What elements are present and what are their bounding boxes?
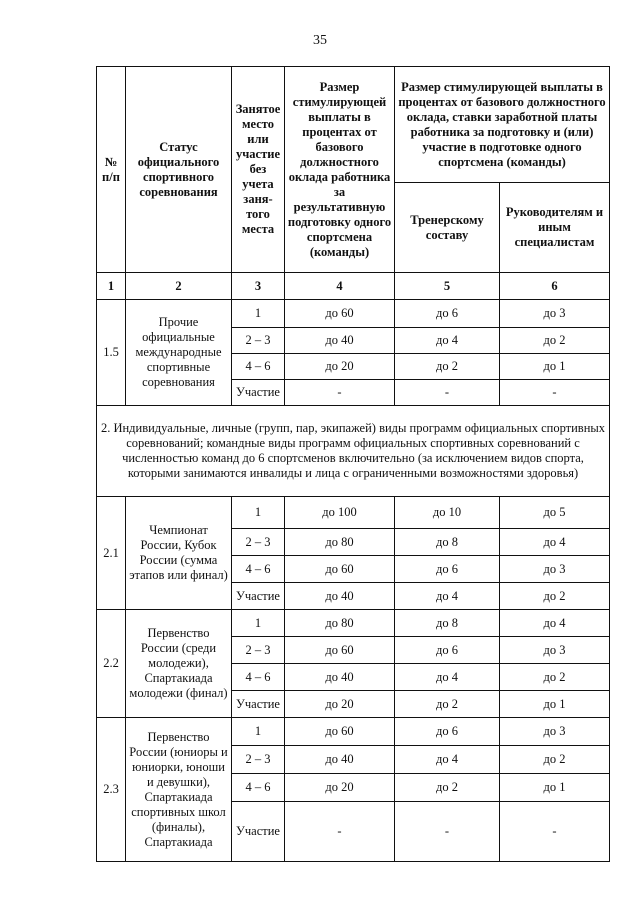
- manager-payment-cell: до 4: [500, 529, 610, 556]
- coach-payment-cell: до 2: [395, 691, 500, 718]
- result-payment-cell: до 60: [285, 718, 395, 746]
- result-payment-cell: до 60: [285, 637, 395, 664]
- column-number: 6: [500, 273, 610, 300]
- place-cell: Участие: [232, 583, 285, 610]
- coach-payment-cell: -: [395, 802, 500, 862]
- manager-payment-cell: до 2: [500, 583, 610, 610]
- coach-payment-cell: до 10: [395, 497, 500, 529]
- place-cell: 1: [232, 300, 285, 328]
- column-number: 1: [97, 273, 126, 300]
- coach-payment-cell: до 6: [395, 637, 500, 664]
- result-payment-cell: до 40: [285, 328, 395, 354]
- manager-payment-cell: -: [500, 802, 610, 862]
- row-number: 2.2: [97, 610, 126, 718]
- result-payment-cell: до 40: [285, 583, 395, 610]
- place-cell: 1: [232, 610, 285, 637]
- coach-payment-cell: до 6: [395, 300, 500, 328]
- competition-status: Прочие официальные международные спортивные соревнования: [126, 300, 232, 406]
- table-row: [97, 300, 610, 328]
- place-cell: 4 – 6: [232, 354, 285, 380]
- coach-payment-cell: до 4: [395, 328, 500, 354]
- place-cell: Участие: [232, 802, 285, 862]
- header-coaches: Тренерскому составу: [395, 183, 500, 273]
- column-number: 3: [232, 273, 285, 300]
- coach-payment-cell: до 8: [395, 610, 500, 637]
- result-payment-cell: до 40: [285, 746, 395, 774]
- competition-status: Первенство России (среди молодежи), Спартакиада молодежи (финал): [126, 610, 232, 718]
- section-2-heading: 2. Индивидуальные, личные (групп, пар, экипажей) виды программ официальных спортивных соревнований; командные виды программ официальных спортивных соревнований с численностью команд до 6 спортсменов включительно (за исключением видов спорта, которыми занимаются инвалиды и лица с ограниченными возможностями здоровья): [97, 406, 610, 497]
- manager-payment-cell: до 5: [500, 497, 610, 529]
- table-row: [97, 497, 610, 529]
- manager-payment-cell: до 2: [500, 664, 610, 691]
- page-number: 35: [313, 33, 327, 48]
- result-payment-cell: до 20: [285, 774, 395, 802]
- result-payment-cell: -: [285, 802, 395, 862]
- table-row: [97, 610, 610, 637]
- manager-payment-cell: до 1: [500, 691, 610, 718]
- row-number: 1.5: [97, 300, 126, 406]
- result-payment-cell: до 80: [285, 610, 395, 637]
- header-number: № п/п: [97, 67, 126, 273]
- coach-payment-cell: до 8: [395, 529, 500, 556]
- result-payment-cell: -: [285, 380, 395, 406]
- result-payment-cell: до 20: [285, 354, 395, 380]
- result-payment-cell: до 60: [285, 300, 395, 328]
- place-cell: 2 – 3: [232, 637, 285, 664]
- manager-payment-cell: до 1: [500, 354, 610, 380]
- coach-payment-cell: до 2: [395, 774, 500, 802]
- competition-status: Первенство России (юниоры и юниорки, юноши и девушки), Спартакиада спортивных школ (финалы), Спартакиада: [126, 718, 232, 862]
- manager-payment-cell: до 2: [500, 328, 610, 354]
- coach-payment-cell: до 6: [395, 556, 500, 583]
- place-cell: 4 – 6: [232, 774, 285, 802]
- place-cell: Участие: [232, 380, 285, 406]
- row-number: 2.1: [97, 497, 126, 610]
- coach-payment-cell: до 4: [395, 746, 500, 774]
- stimulus-payment-table: [96, 66, 610, 862]
- section-header-row: [97, 406, 610, 497]
- header-place: Занятое место или участие без учета заня-того места: [232, 67, 285, 273]
- manager-payment-cell: до 1: [500, 774, 610, 802]
- manager-payment-cell: до 4: [500, 610, 610, 637]
- place-cell: 2 – 3: [232, 328, 285, 354]
- place-cell: 2 – 3: [232, 529, 285, 556]
- manager-payment-cell: до 3: [500, 300, 610, 328]
- result-payment-cell: до 20: [285, 691, 395, 718]
- column-number: 4: [285, 273, 395, 300]
- coach-payment-cell: до 2: [395, 354, 500, 380]
- column-number: 5: [395, 273, 500, 300]
- row-number: 2.3: [97, 718, 126, 862]
- place-cell: Участие: [232, 691, 285, 718]
- column-numbers-row: [97, 273, 610, 300]
- result-payment-cell: до 60: [285, 556, 395, 583]
- manager-payment-cell: до 3: [500, 718, 610, 746]
- header-managers: Руководителям и иным специалистам: [500, 183, 610, 273]
- coach-payment-cell: -: [395, 380, 500, 406]
- result-payment-cell: до 80: [285, 529, 395, 556]
- table-row: [97, 718, 610, 746]
- place-cell: 4 – 6: [232, 556, 285, 583]
- coach-payment-cell: до 6: [395, 718, 500, 746]
- header-status: Статус официального спортивного соревнования: [126, 67, 232, 273]
- header-preparation-payment: Размер стимулирующей выплаты в процентах от базового должностного оклада, ставки заработной платы работника за подготовку и (или) участие в подготовке одного спортсмена (команды): [395, 67, 610, 183]
- competition-status: Чемпионат России, Кубок России (сумма этапов или финал): [126, 497, 232, 610]
- place-cell: 4 – 6: [232, 664, 285, 691]
- manager-payment-cell: до 3: [500, 637, 610, 664]
- manager-payment-cell: до 2: [500, 746, 610, 774]
- column-number: 2: [126, 273, 232, 300]
- coach-payment-cell: до 4: [395, 664, 500, 691]
- header-result-payment: Размер стимулирующей выплаты в процентах от базового должностного оклада работника за результативную подготовку одного спортсмена (команды): [285, 67, 395, 273]
- place-cell: 1: [232, 718, 285, 746]
- manager-payment-cell: -: [500, 380, 610, 406]
- place-cell: 2 – 3: [232, 746, 285, 774]
- result-payment-cell: до 40: [285, 664, 395, 691]
- coach-payment-cell: до 4: [395, 583, 500, 610]
- place-cell: 1: [232, 497, 285, 529]
- manager-payment-cell: до 3: [500, 556, 610, 583]
- result-payment-cell: до 100: [285, 497, 395, 529]
